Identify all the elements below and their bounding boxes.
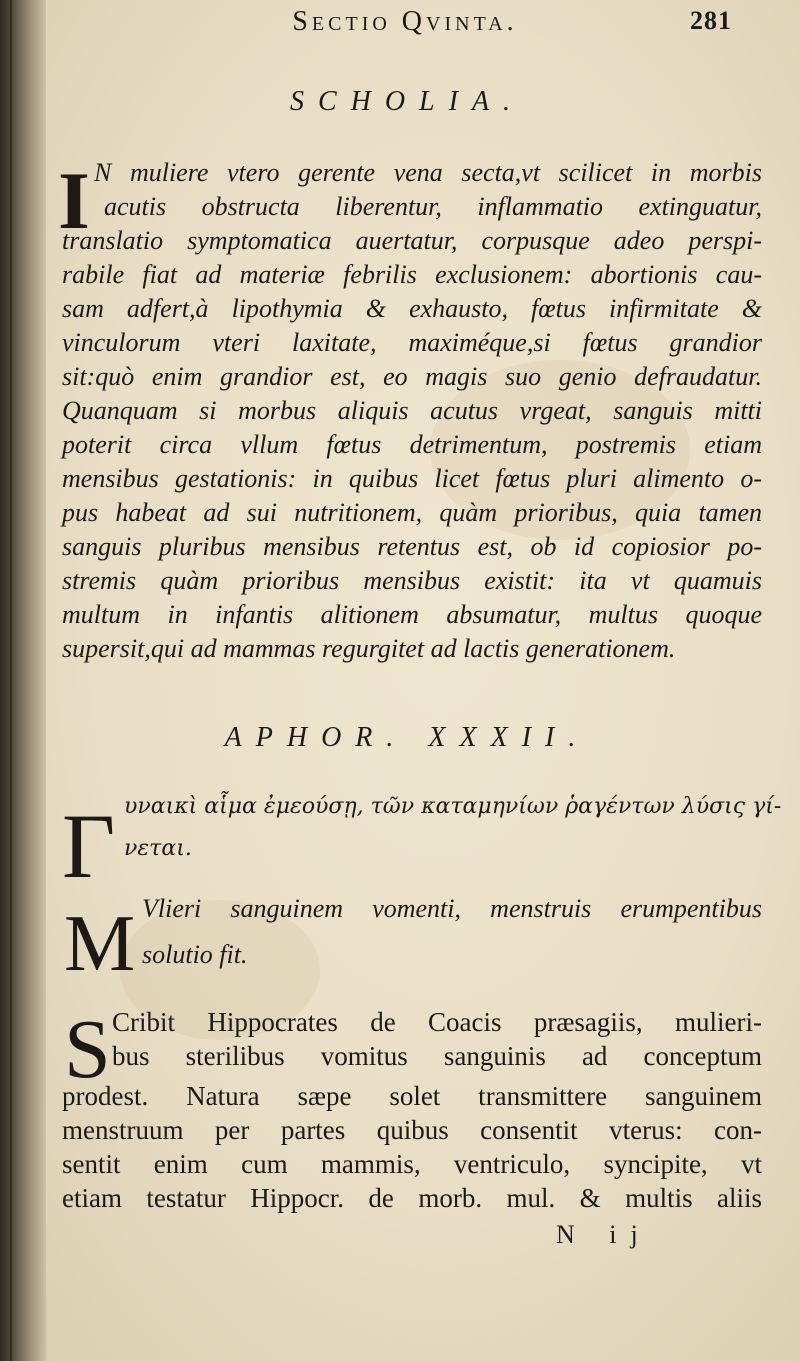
commentary-dropcap: S xyxy=(64,1003,111,1096)
text-line: Quanquam si morbus aliquis acutus vrgeat, sanguis mitti xyxy=(62,396,762,425)
book-gutter xyxy=(0,0,46,1361)
text-line: sam adfert,à lipothymia & exhausto, fœtus infirmitate & xyxy=(62,294,762,323)
text-line: rabile fiat ad materiæ febrilis exclusionem: abortionis cau- xyxy=(62,260,762,289)
text-line: bus sterilibus vomitus sanguinis ad conceptum xyxy=(112,1041,762,1071)
running-head-title: Sectio Qvinta. xyxy=(292,6,518,37)
text-line: sentit enim cum mammis, ventriculo, syncipite, vt xyxy=(62,1149,762,1179)
text-line: supersit,qui ad mammas regurgitet ad lactis generationem. xyxy=(62,634,676,663)
text-line: menstruum per partes quibus consentit vterus: con- xyxy=(62,1115,762,1145)
text-line: translatio symptomatica auertatur, corpusque adeo perspi- xyxy=(62,226,762,255)
text-line: multum in infantis alitionem absumatur, multus quoque xyxy=(62,600,762,629)
page-number: 281 xyxy=(690,6,732,35)
greek-line: νεται. xyxy=(124,836,192,861)
text-line: N muliere vtero gerente vena secta,vt scilicet in morbis xyxy=(94,158,762,187)
latin-line: solutio fit. xyxy=(142,940,248,969)
text-line: Cribit Hippocrates de Coacis præsagiis, mulieri- xyxy=(112,1007,762,1037)
text-line: sit:quò enim grandior est, eo magis suo genio defraudatur. xyxy=(62,362,762,391)
text-line: pus habeat ad sui nutritionem, quàm prioribus, quia tamen xyxy=(62,498,762,527)
text-line: vinculorum vteri laxitate, maximéque,si fœtus grandior xyxy=(62,328,762,357)
binding-edge xyxy=(10,0,12,1361)
latin-dropcap: M xyxy=(64,900,136,988)
text-line: acutis obstructa liberentur, inflammatio extinguatur, xyxy=(104,192,762,221)
text-line: prodest. Natura sæpe solet transmittere sanguinem xyxy=(62,1081,762,1111)
greek-line: υναικὶ αἷμα ἐμεούσῃ, τῶν καταμηνίων ῥαγέντων λύσις γί- xyxy=(124,794,782,819)
text-line: stremis quàm prioribus mensibus existit: ita vt quamuis xyxy=(62,566,762,595)
running-head xyxy=(0,6,800,40)
text-line: mensibus gestationis: in quibus licet fœtus pluri alimento o- xyxy=(62,464,762,493)
text-line: poterit circa vllum fœtus detrimentum, postremis etiam xyxy=(62,430,762,459)
scholia-heading: SCHOLIA. xyxy=(289,86,525,117)
text-line: sanguis pluribus mensibus retentus est, ob id copiosior po- xyxy=(62,532,762,561)
latin-line: Vlieri sanguinem vomenti, menstruis erumpentibus xyxy=(142,894,762,923)
aphorism-heading: APHOR. XXXII. xyxy=(224,722,590,753)
signature-mark: N ij xyxy=(556,1220,652,1249)
scholia-dropcap: I xyxy=(58,155,90,246)
greek-dropcap: Γ xyxy=(62,795,116,897)
text-line: etiam testatur Hippocr. de morb. mul. & multis aliis xyxy=(62,1183,762,1213)
